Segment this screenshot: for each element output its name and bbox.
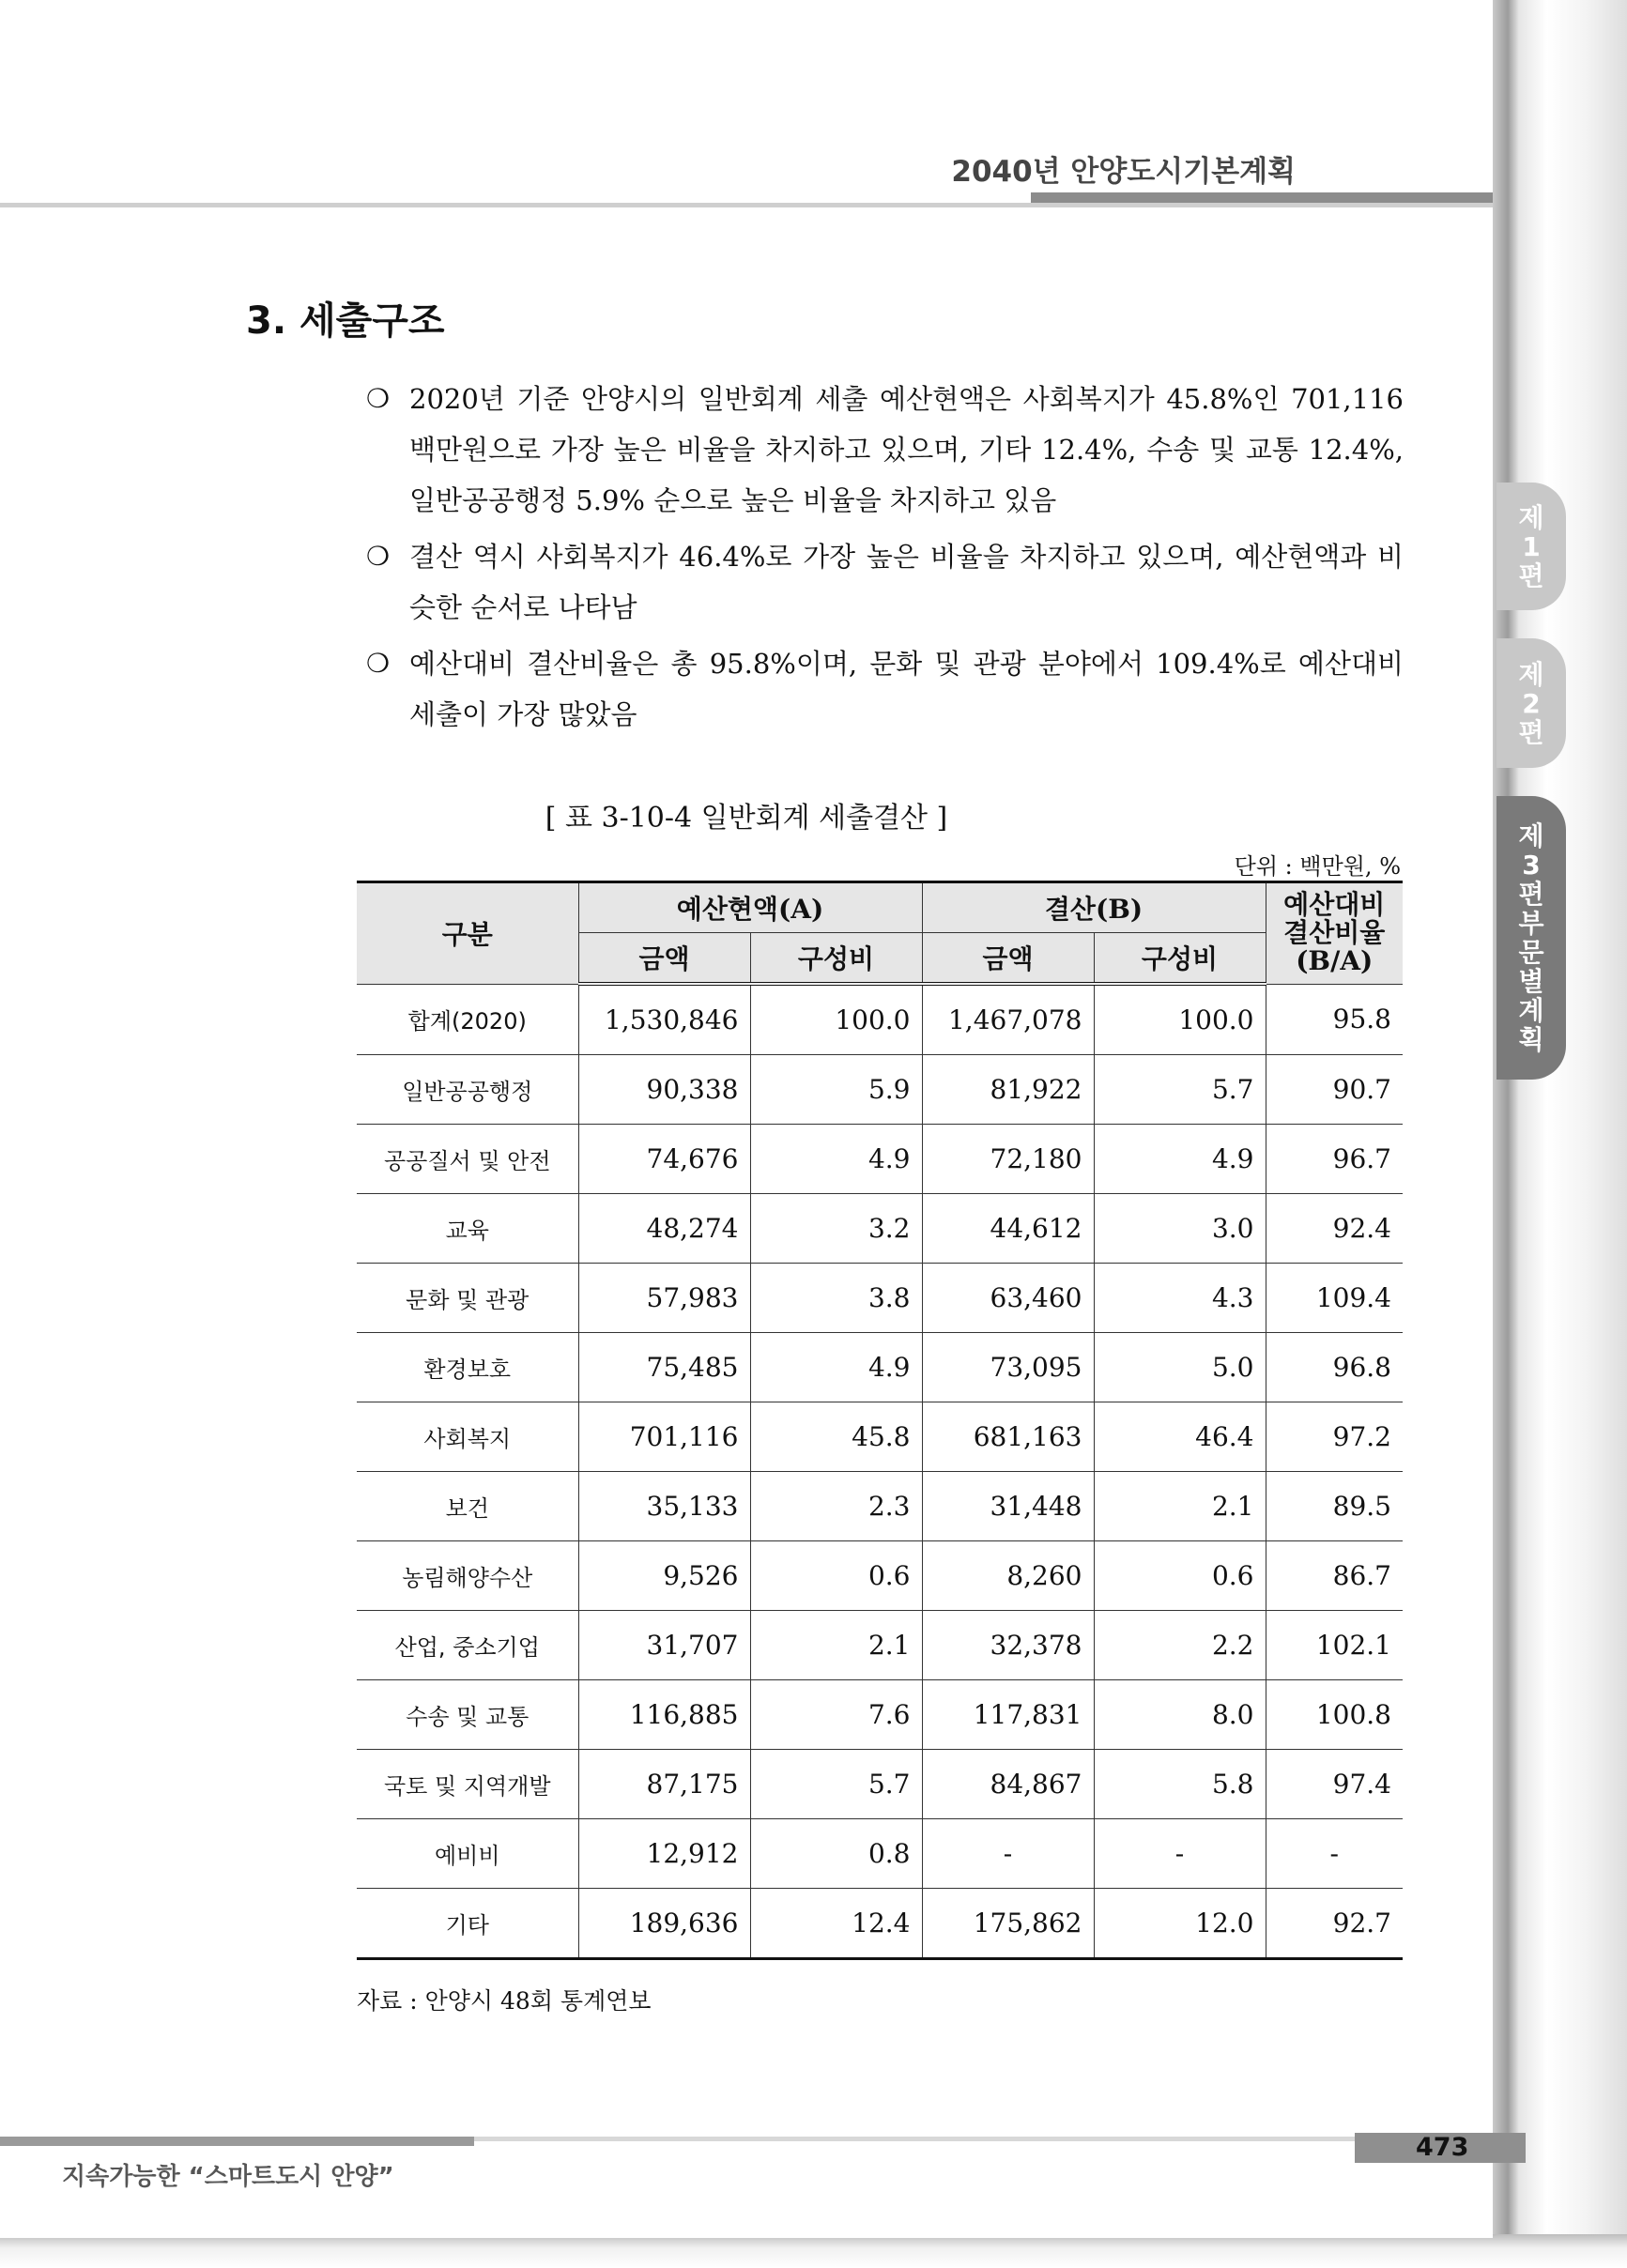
cell-settle-amount: 84,867 (922, 1750, 1094, 1819)
header-rule-dark (1031, 192, 1493, 203)
header-ratio (1266, 882, 1403, 985)
cell-settle-amount: 81,922 (922, 1055, 1094, 1125)
cell-budget-amount: 87,175 (578, 1750, 750, 1819)
cell-budget-share: 2.1 (750, 1611, 922, 1680)
cell-settle-share: 5.8 (1094, 1750, 1266, 1819)
cell-settle-amount: 32,378 (922, 1611, 1094, 1680)
side-tab-char: 제 (1518, 501, 1544, 533)
header-settle-share: 구성비 (1094, 933, 1266, 985)
bullet-text: 결산 역시 사회복지가 46.4%로 가장 높은 비율을 차지하고 있으며, 예산현액과 비슷한 순서로 나타남 (409, 541, 1404, 623)
cell-settle-amount: 31,448 (922, 1472, 1094, 1541)
table-row (357, 1333, 1403, 1402)
cell-category: 국토 및 지역개발 (357, 1750, 578, 1819)
header-budget: 예산현액(A) (578, 882, 922, 933)
side-tab-char: 2 (1522, 687, 1541, 719)
bullet-circle-icon: ❍ (366, 541, 391, 572)
cell-budget-share: 0.6 (750, 1541, 922, 1611)
bullet-text: 2020년 기준 안양시의 일반회계 세출 예산현액은 사회복지가 45.8%인 701,116 백만원으로 가장 높은 비율을 차지하고 있으며, 기타 12.4%, 수송 및 교통 12.4%, 일반공공행정 5.9% 순으로 높은 비율을 차지하고 있음 (409, 383, 1404, 516)
page-stack-edge (1491, 0, 1627, 2268)
cell-settle-share: 2.2 (1094, 1611, 1266, 1680)
table-row (357, 1055, 1403, 1125)
table-row (357, 1194, 1403, 1264)
cell-budget-share: 3.2 (750, 1194, 922, 1264)
cell-settle-share: 46.4 (1094, 1402, 1266, 1472)
cell-category: 문화 및 관광 (357, 1264, 578, 1333)
table-row (357, 984, 1403, 1055)
expenditure-table (357, 881, 1403, 1960)
cell-ratio: 89.5 (1266, 1472, 1403, 1541)
table-row (357, 1402, 1403, 1472)
side-tab-char: 부 (1518, 908, 1544, 939)
side-tab-char: 편 (1518, 879, 1544, 910)
cell-category: 일반공공행정 (357, 1055, 578, 1125)
cell-category: 환경보호 (357, 1333, 578, 1402)
cell-ratio: 100.8 (1266, 1680, 1403, 1750)
cell-settle-share: 3.0 (1094, 1194, 1266, 1264)
cell-budget-share: 5.9 (750, 1055, 922, 1125)
side-tab-char: 별 (1518, 966, 1544, 997)
page-number: 473 (1416, 2133, 1469, 2162)
cell-category: 사회복지 (357, 1402, 578, 1472)
cell-budget-share: 7.6 (750, 1680, 922, 1750)
running-header-title: 2040년 안양도시기본계획 (951, 155, 1296, 189)
table-row (357, 1472, 1403, 1541)
bullet-item (366, 374, 1404, 526)
table-row (357, 1889, 1403, 1959)
cell-settle-share: - (1094, 1819, 1266, 1889)
side-tab-char: 편 (1518, 559, 1544, 591)
footer-rule-dark (0, 2137, 474, 2146)
cell-budget-amount: 116,885 (578, 1680, 750, 1750)
cell-budget-amount: 57,983 (578, 1264, 750, 1333)
header-category: 구분 (357, 882, 578, 985)
cell-budget-amount: 31,707 (578, 1611, 750, 1680)
cell-ratio: 97.4 (1266, 1750, 1403, 1819)
cell-settle-amount: 63,460 (922, 1264, 1094, 1333)
cell-settle-share: 2.1 (1094, 1472, 1266, 1541)
table-row (357, 1611, 1403, 1680)
table-unit-note: 단위 : 백만원, % (1234, 853, 1401, 880)
header-ratio-line2: 결산비율 (1283, 917, 1386, 949)
cell-category: 보건 (357, 1472, 578, 1541)
header-rule (0, 203, 1493, 207)
cell-category: 예비비 (357, 1819, 578, 1889)
cell-ratio: 102.1 (1266, 1611, 1403, 1680)
cell-budget-amount: 12,912 (578, 1819, 750, 1889)
cell-category: 교육 (357, 1194, 578, 1264)
table-row (357, 1819, 1403, 1889)
side-tab-char: 획 (1518, 1024, 1544, 1055)
table-caption: [ 표 3-10-4 일반회계 세출결산 ] (545, 802, 948, 835)
cell-budget-share: 5.7 (750, 1750, 922, 1819)
cell-budget-share: 45.8 (750, 1402, 922, 1472)
header-budget-share: 구성비 (750, 933, 922, 985)
cell-budget-amount: 1,530,846 (578, 984, 750, 1055)
side-tab-part2[interactable] (1497, 638, 1566, 768)
cell-category: 기타 (357, 1889, 578, 1959)
cell-ratio: 96.7 (1266, 1125, 1403, 1194)
cell-ratio: 96.8 (1266, 1333, 1403, 1402)
cell-settle-share: 12.0 (1094, 1889, 1266, 1959)
cell-settle-amount: 8,260 (922, 1541, 1094, 1611)
cell-ratio: 95.8 (1266, 984, 1403, 1055)
cell-settle-amount: 72,180 (922, 1125, 1094, 1194)
cell-ratio: - (1266, 1819, 1403, 1889)
cell-settle-amount: 681,163 (922, 1402, 1094, 1472)
side-tab-char: 편 (1518, 716, 1544, 748)
cell-budget-amount: 48,274 (578, 1194, 750, 1264)
header-settle-amount: 금액 (922, 933, 1094, 985)
cell-budget-share: 3.8 (750, 1264, 922, 1333)
side-tab-char: 문 (1518, 937, 1544, 968)
table-row (357, 1750, 1403, 1819)
side-tab-char: 계 (1518, 995, 1544, 1026)
bullet-circle-icon: ❍ (366, 383, 391, 414)
cell-settle-amount: 73,095 (922, 1333, 1094, 1402)
bullet-item (366, 531, 1404, 633)
header-budget-amount: 금액 (578, 933, 750, 985)
cell-budget-amount: 90,338 (578, 1055, 750, 1125)
table-row (357, 1680, 1403, 1750)
cell-budget-share: 4.9 (750, 1333, 922, 1402)
section-title: 3. 세출구조 (246, 299, 445, 343)
side-tab-part3[interactable] (1497, 796, 1566, 1080)
cell-budget-amount: 35,133 (578, 1472, 750, 1541)
cell-settle-share: 8.0 (1094, 1680, 1266, 1750)
cell-budget-amount: 74,676 (578, 1125, 750, 1194)
cell-budget-amount: 9,526 (578, 1541, 750, 1611)
cell-budget-share: 0.8 (750, 1819, 922, 1889)
page-bottom-edge (0, 2234, 1627, 2268)
cell-settle-amount: 175,862 (922, 1889, 1094, 1959)
side-tab-char: 3 (1522, 850, 1541, 881)
cell-ratio: 92.4 (1266, 1194, 1403, 1264)
side-tab-char: 제 (1518, 820, 1544, 851)
cell-ratio: 97.2 (1266, 1402, 1403, 1472)
cell-budget-amount: 701,116 (578, 1402, 750, 1472)
header-ratio-line1: 예산대비 (1283, 889, 1386, 921)
table-row (357, 1125, 1403, 1194)
cell-settle-share: 5.0 (1094, 1333, 1266, 1402)
bullet-circle-icon: ❍ (366, 648, 391, 679)
cell-budget-share: 4.9 (750, 1125, 922, 1194)
cell-settle-share: 0.6 (1094, 1541, 1266, 1611)
cell-ratio: 109.4 (1266, 1264, 1403, 1333)
cell-budget-share: 12.4 (750, 1889, 922, 1959)
cell-category: 농림해양수산 (357, 1541, 578, 1611)
cell-budget-amount: 189,636 (578, 1889, 750, 1959)
cell-ratio: 86.7 (1266, 1541, 1403, 1611)
cell-settle-amount: 44,612 (922, 1194, 1094, 1264)
bullet-text: 예산대비 결산비율은 총 95.8%이며, 문화 및 관광 분야에서 109.4%로 예산대비 세출이 가장 많았음 (409, 648, 1404, 730)
cell-settle-share: 5.7 (1094, 1055, 1266, 1125)
cell-ratio: 90.7 (1266, 1055, 1403, 1125)
table-row (357, 1264, 1403, 1333)
cell-category: 수송 및 교통 (357, 1680, 578, 1750)
table-row (357, 1541, 1403, 1611)
cell-category: 공공질서 및 안전 (357, 1125, 578, 1194)
header-ratio-line3: (B/A) (1296, 945, 1374, 977)
cell-settle-amount: 117,831 (922, 1680, 1094, 1750)
side-tab-part1[interactable] (1497, 483, 1566, 610)
cell-category: 산업, 중소기업 (357, 1611, 578, 1680)
footer-title: 지속가능한 “스마트도시 안양” (62, 2163, 394, 2191)
side-tab-char: 제 (1518, 658, 1544, 690)
cell-settle-share: 100.0 (1094, 984, 1266, 1055)
cell-budget-share: 2.3 (750, 1472, 922, 1541)
cell-settle-amount: 1,467,078 (922, 984, 1094, 1055)
cell-budget-amount: 75,485 (578, 1333, 750, 1402)
cell-category: 합계(2020) (357, 984, 578, 1055)
cell-settle-share: 4.3 (1094, 1264, 1266, 1333)
cell-settle-amount: - (922, 1819, 1094, 1889)
cell-budget-share: 100.0 (750, 984, 922, 1055)
side-tab-char: 1 (1522, 530, 1541, 562)
table-source: 자료 : 안양시 48회 통계연보 (357, 1987, 652, 2015)
cell-settle-share: 4.9 (1094, 1125, 1266, 1194)
cell-ratio: 92.7 (1266, 1889, 1403, 1959)
bullet-item (366, 638, 1404, 740)
bullet-list (366, 374, 1404, 745)
header-settlement: 결산(B) (922, 882, 1266, 933)
